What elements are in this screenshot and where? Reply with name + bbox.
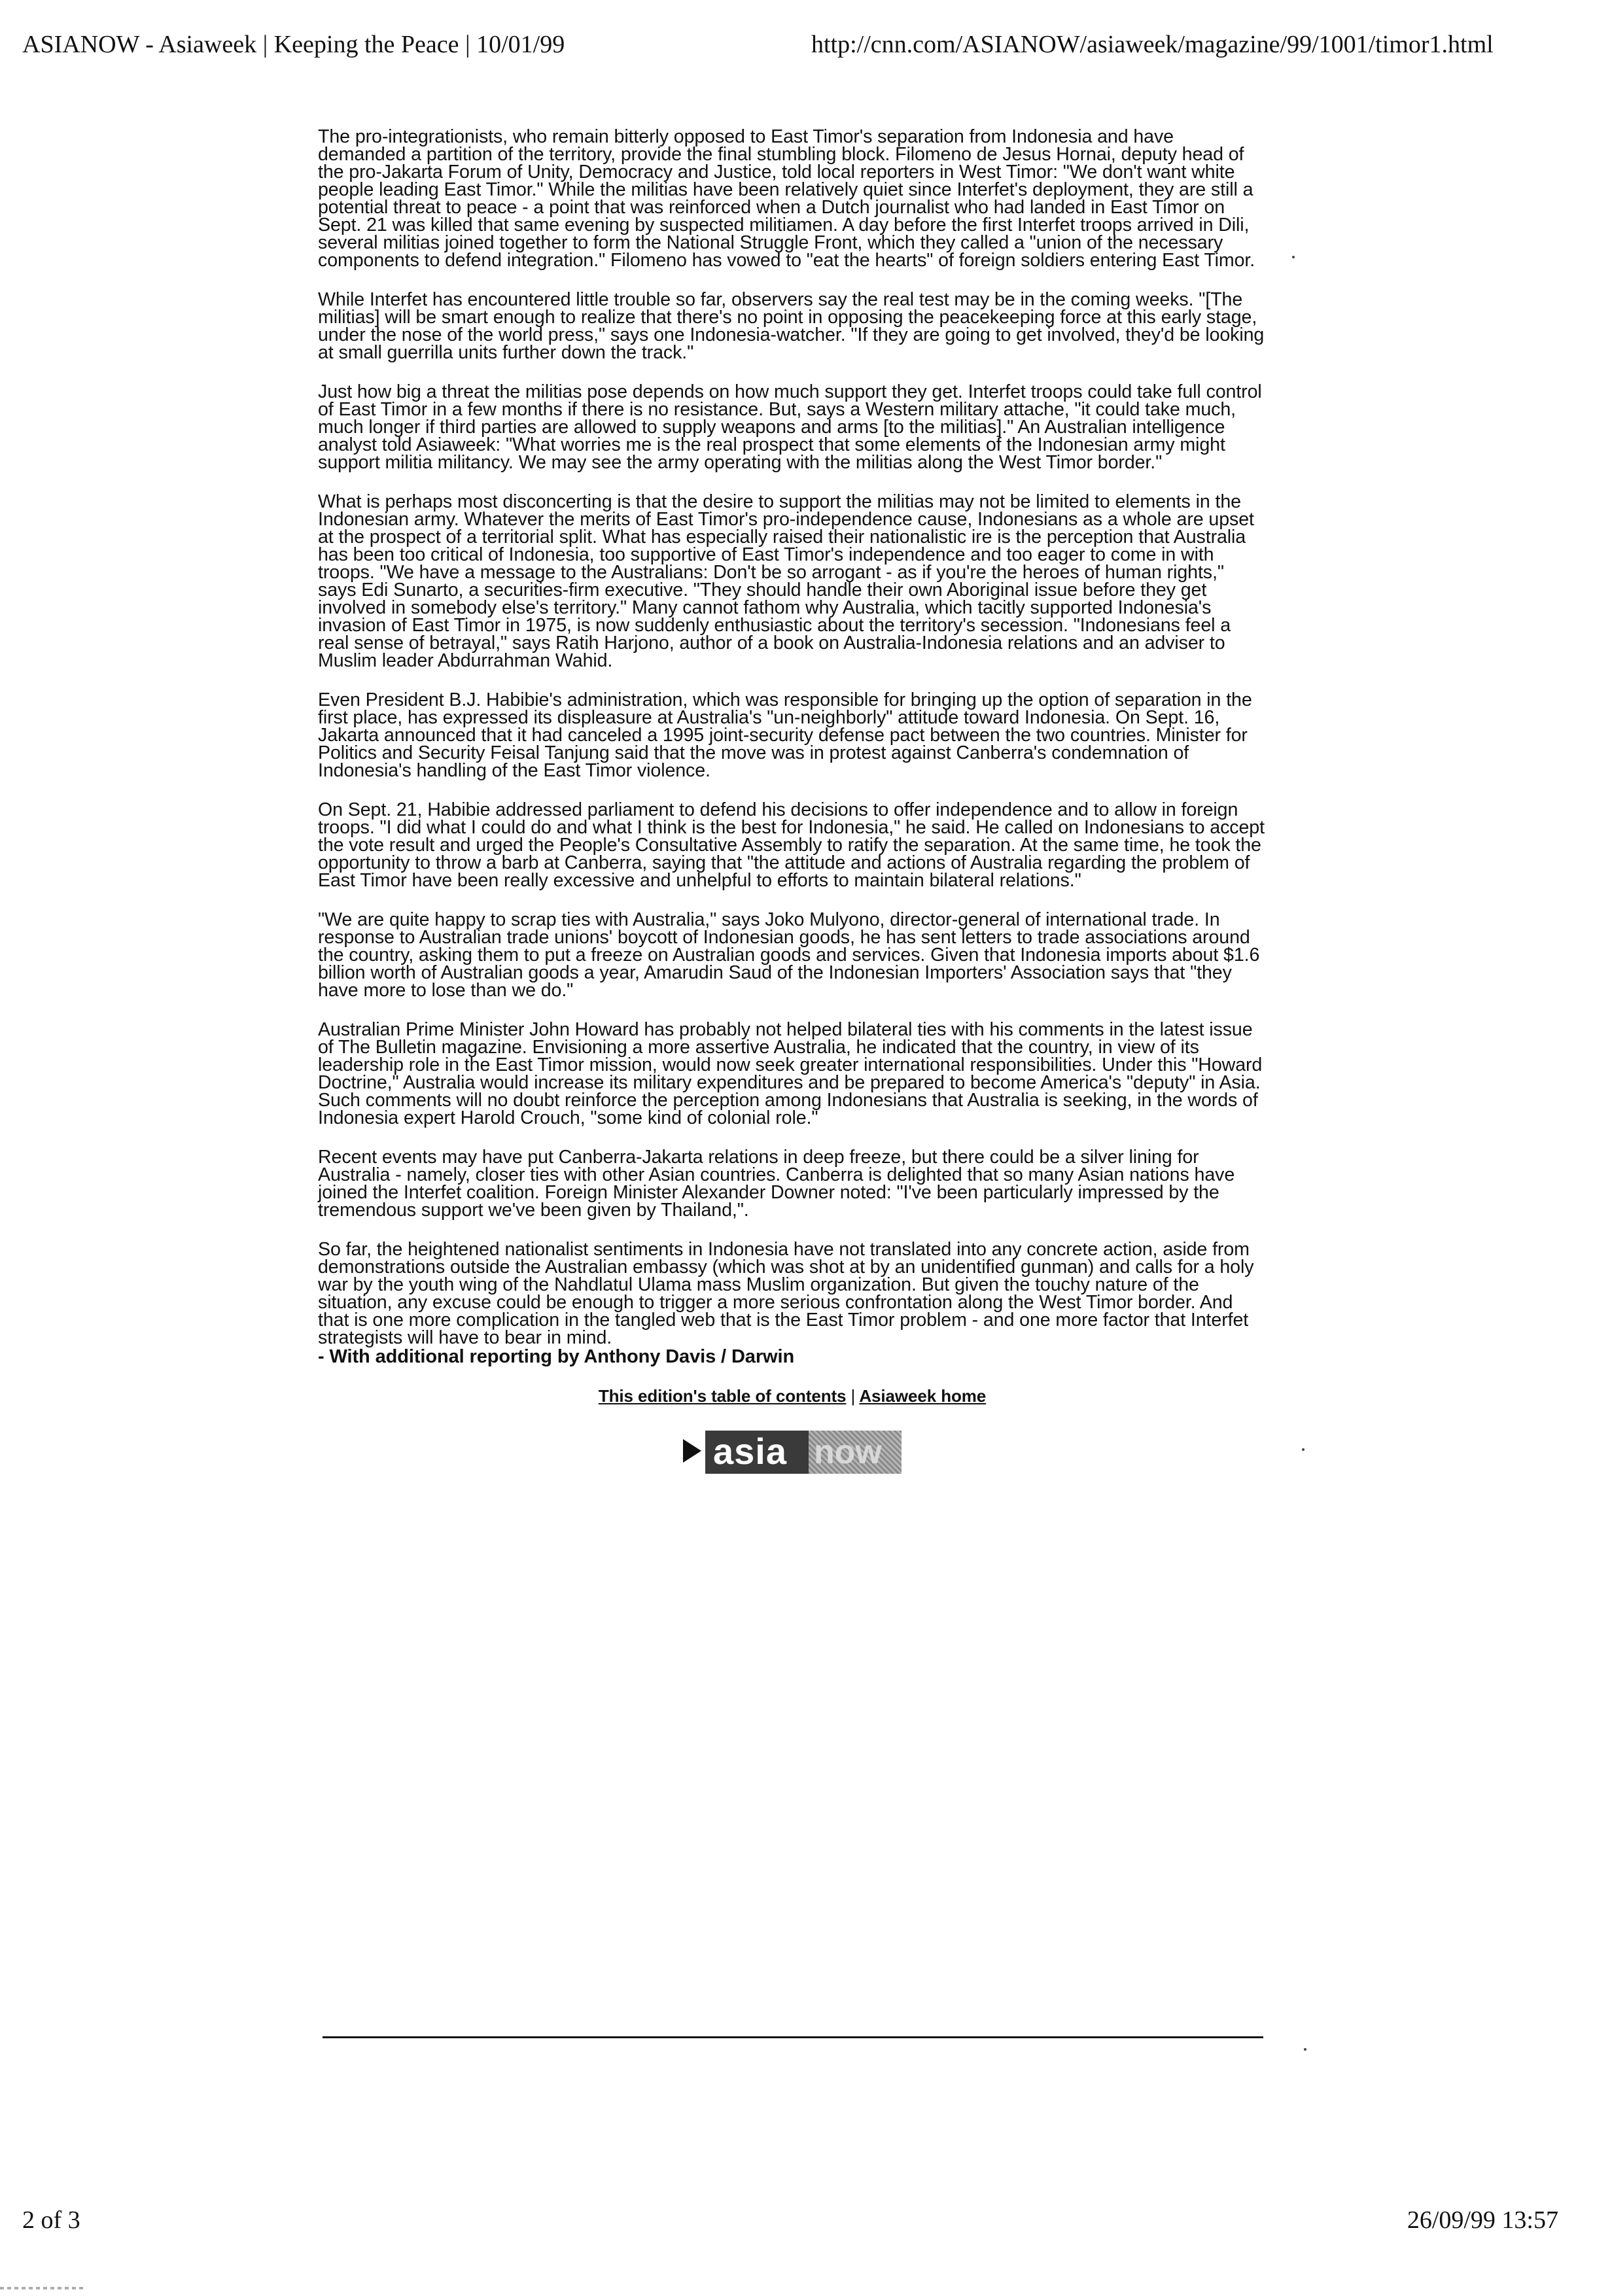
logo-box [705,1431,902,1474]
page-url: http://cnn.com/ASIANOW/asiaweek/magazine/99/1001/timor1.html [811,31,1494,58]
logo-area [318,1431,1267,1476]
article-paragraph: Just how big a threat the militias pose depends on how much support they get. Interfet troops could take full control of East Timor in a few months if there is no resistance. But, says a Western military attache, "it could take much, much longer if third parties are allowed to supply weapons and arms [to the militias]." An Australian intelligence analyst told Asiaweek: "What worries me is the real prospect that some elements of the Indonesian army might support militia militancy. We may see the army operating with the militias along the West Timor border." [318,381,1262,473]
scan-speck [1292,256,1295,258]
scan-artifact [0,2287,85,2289]
reporting-credit: - With additional reporting by Anthony Davis / Darwin [318,1346,795,1367]
scan-speck [1304,2048,1306,2051]
scan-speck [1302,1448,1305,1451]
asiaweek-home-link[interactable]: Asiaweek home [859,1386,987,1406]
article-paragraph: On Sept. 21, Habibie addressed parliament to defend his decisions to offer independence and to allow in foreign troops. "I did what I could do and what I think is the best for Indonesia," he said. He called on Indonesians to accept the vote result and urged the People's Consultative Assembly to ratify the separation. At the same time, he took the opportunity to throw a barb at Canberra, saying that "the attitude and actions of Australia regarding the problem of East Timor have been really excessive and unhelpful to efforts to maintain bilateral relations." [318,799,1265,891]
arrow-icon [683,1439,701,1463]
table-of-contents-link[interactable]: This edition's table of contents [598,1386,847,1406]
article-paragraph: Even President B.J. Habibie's administration, which was responsible for bringing up the option of separation in the first place, has expressed its displeasure at Australia's "un-neighborly" attitude toward Indonesia. On Sept. 16, Jakarta announced that it had canceled a 1995 joint-security defense pact between the two countries. Minister for Politics and Security Feisal Tanjung said that the move was in protest against Canberra's condemnation of Indonesia's handling of the East Timor violence. [318,689,1252,781]
article-paragraph: "We are quite happy to scrap ties with Australia," says Joko Mulyono, director-general of international trade. In response to Australian trade unions' boycott of Indonesian goods, he has sent letters to trade associations around the country, asking them to put a freeze on Australian goods and services. Given that Indonesia imports about $1.6 billion worth of Australian goods a year, Amarudin Saud of the Indonesian Importers' Association says that "they have more to lose than we do." [318,909,1260,1001]
logo-word: asia [713,1431,787,1472]
article-paragraph: So far, the heightened nationalist sentiments in Indonesia have not translated into any concrete action, aside from demonstrations outside the Australian embassy (which was shot at by an unidentified gunman) and calls for a holy war by the youth wing of the Nahdlatul Ulama mass Muslim organization. But given the touchy nature of the situation, any excuse could be enough to trigger a more serious confrontation along the West Timor border. And that is one more complication in the tangled web that is the East Timor problem - and one more factor that Interfet strategists will have to bear in mind. [318,1239,1254,1348]
article-paragraph: While Interfet has encountered little trouble so far, observers say the real test may be in the coming weeks. "[The militias] will be smart enough to realize that there's no point in opposing the peacekeeping force at this early stage, under the nose of the world press," says one Indonesia-watcher. "If they are going to get involved, they'd be looking at small guerrilla units further down the track." [318,289,1265,363]
logo-faded-word: now [814,1433,882,1471]
article-paragraph: The pro-integrationists, who remain bitterly opposed to East Timor's separation from Indonesia and have demanded a partition of the territory, provide the final stumbling block. Filomeno de Jesus Hornai, deputy head of the pro-Jakarta Forum of Unity, Democracy and Justice, told local reporters in West Timor: "We don't want white people leading East Timor." While the militias have been relatively quiet since Interfet's deployment, they are still a potential threat to peace - a point that was reinforced when a Dutch journalist who had landed in East Timor on Sept. 21 was killed that same evening by suspected militiamen. A day before the first Interfet troops arrived in Dili, several militias joined together to form the National Struggle Front, which they called a "union of the necessary components to defend integration." Filomeno has vowed to "eat the hearts" of foreign soldiers entering East Timor. [318,126,1255,271]
asianow-logo[interactable] [683,1431,902,1474]
article-paragraph: Recent events may have put Canberra-Jakarta relations in deep freeze, but there could be a silver lining for Australia - namely, closer ties with other Asian countries. Canberra is delighted that so many Asian nations have joined the Interfet coalition. Foreign Minister Alexander Downer noted: "I've been particularly impressed by the tremendous support we've been given by Thailand,". [318,1147,1235,1221]
link-separator: | [850,1386,856,1406]
footer-links [318,1386,1267,1406]
horizontal-rule [323,2036,1263,2038]
article-paragraph: Australian Prime Minister John Howard has probably not helped bilateral ties with his comments in the latest issue of The Bulletin magazine. Envisioning a more assertive Australia, he indicated that the country, in view of its leadership role in the East Timor mission, would now seek greater international responsibilities. Under this "Howard Doctrine," Australia would increase its military expenditures and be prepared to become America's "deputy" in Asia. Such comments will no doubt reinforce the perception among Indonesians that Australia is seeking, in the words of Indonesia expert Harold Crouch, "some kind of colonial role." [318,1019,1263,1128]
page-title: ASIANOW - Asiaweek | Keeping the Peace | 10/01/99 [22,31,565,58]
print-header [0,27,1612,67]
article-paragraph: What is perhaps most disconcerting is that the desire to support the militias may not be limited to elements in the Indonesian army. Whatever the merits of East Timor's pro-independence cause, Indonesians as a whole are upset at the prospect of a territorial split. What has especially raised their nationalistic ire is the perception that Australia has been too critical of Indonesia, too supportive of East Timor's independence and too eager to come in with troops. "We have a message to the Australians: Don't be so arrogant - as if you're the heroes of human rights," says Edi Sunarto, a securities-firm executive. "They should handle their own Aboriginal issue before they get involved in somebody else's territory." Many cannot fathom why Australia, which tacitly supported Indonesia's invasion of East Timor in 1975, is now suddenly enthusiastic about the territory's secession. "Indonesians feel a real sense of betrayal," says Ratih Harjono, author of a book on Australia-Indonesia relations and an adviser to Muslim leader Abdurrahman Wahid. [318,491,1254,671]
print-footer [0,2203,1612,2240]
print-timestamp: 26/09/99 13:57 [1407,2206,1558,2234]
page-number: 2 of 3 [22,2206,80,2234]
article-body [318,128,1267,1476]
